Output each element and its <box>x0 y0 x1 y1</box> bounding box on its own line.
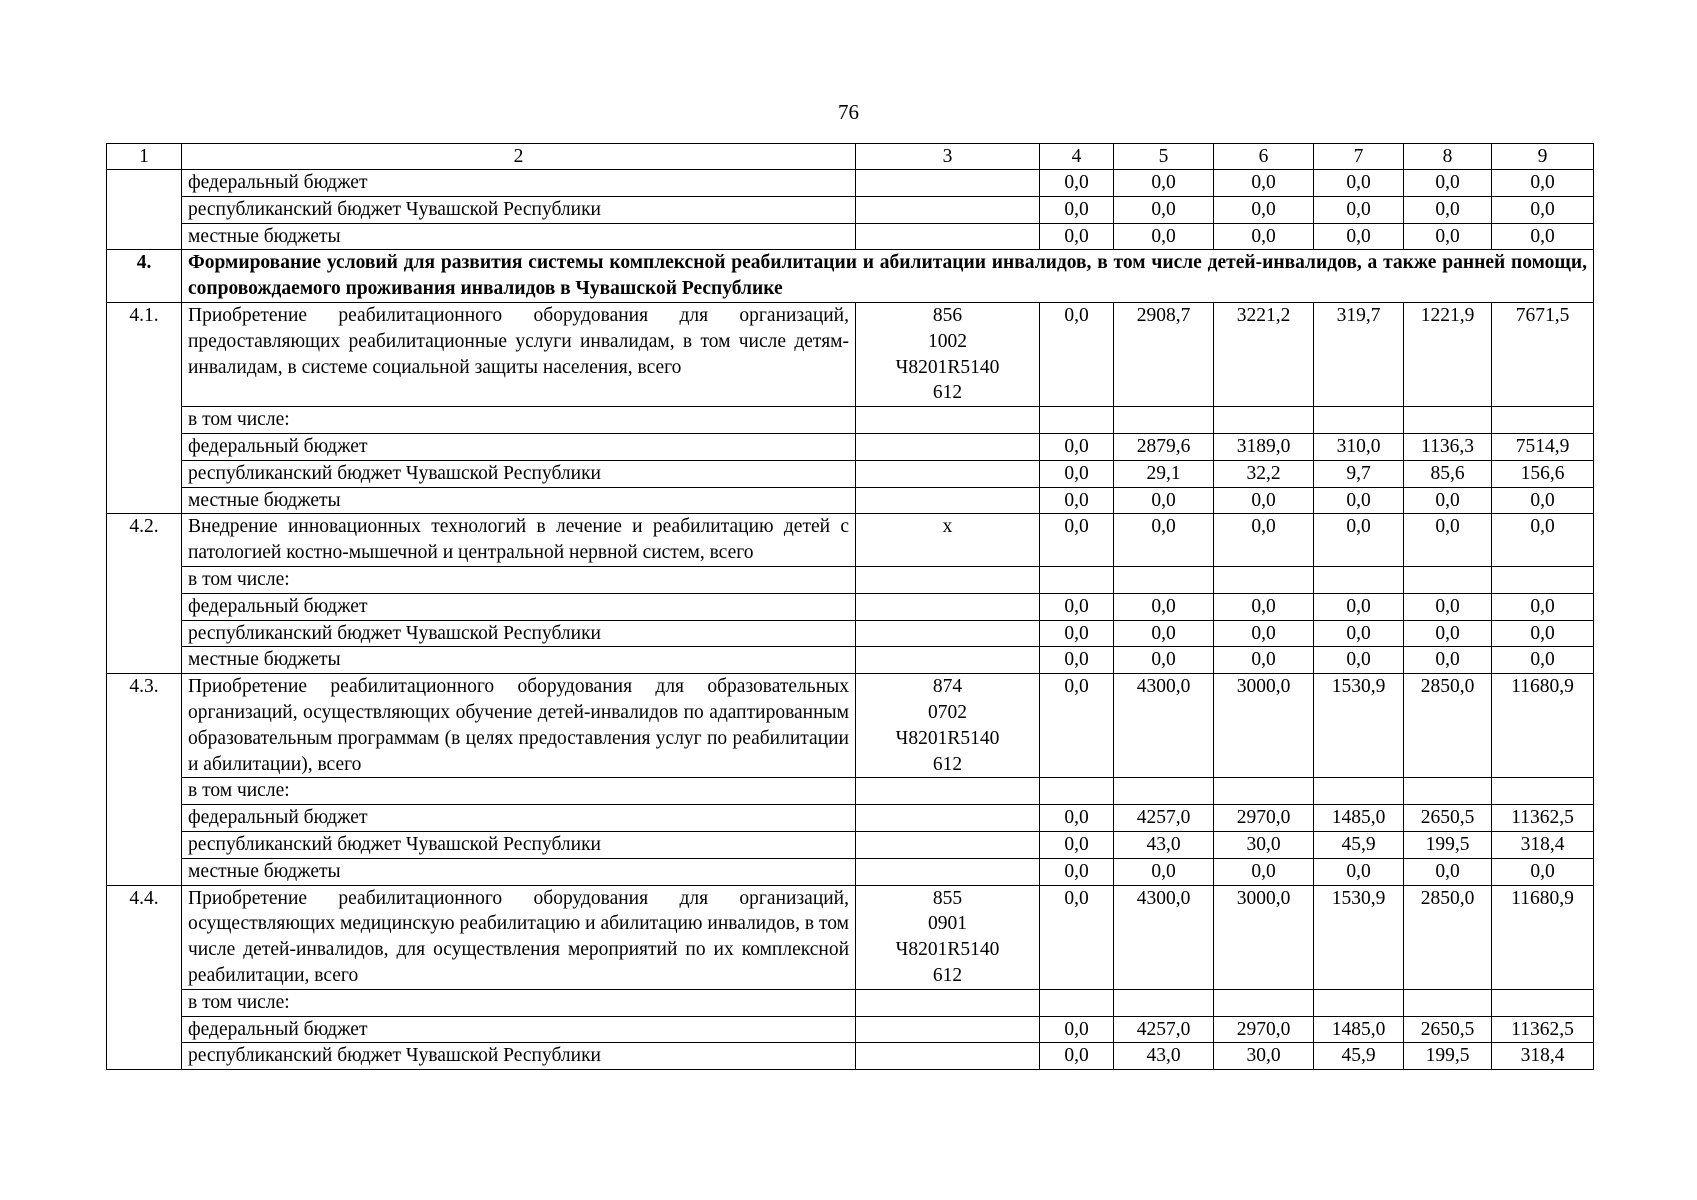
code-cell <box>856 460 1040 487</box>
value-cell: 2850,0 <box>1404 674 1492 778</box>
table-row <box>107 647 1594 674</box>
header-cell: 2 <box>182 144 856 170</box>
value-cell: 0,0 <box>1040 805 1114 832</box>
value-cell <box>1040 566 1114 593</box>
value-cell: 0,0 <box>1314 223 1404 250</box>
value-cell: 0,0 <box>1214 647 1314 674</box>
value-cell: 3000,0 <box>1214 885 1314 989</box>
number-cell <box>107 805 182 832</box>
value-cell: 11362,5 <box>1492 805 1594 832</box>
value-cell: 0,0 <box>1040 831 1114 858</box>
number-cell <box>107 989 182 1016</box>
code-cell <box>856 1043 1040 1070</box>
value-cell: 199,5 <box>1404 1043 1492 1070</box>
value-cell <box>1040 778 1114 805</box>
number-cell <box>107 593 182 620</box>
value-cell <box>1114 778 1214 805</box>
value-cell: 199,5 <box>1404 831 1492 858</box>
value-cell: 32,2 <box>1214 460 1314 487</box>
value-cell: 0,0 <box>1040 885 1114 989</box>
item-title: Внедрение инновационных технологий в лечение и реабилитацию детей с патологией костно-мышечной и центральной нервной систем, всего <box>182 514 856 567</box>
value-cell: 0,0 <box>1214 170 1314 197</box>
value-cell <box>1214 407 1314 434</box>
value-cell: 4257,0 <box>1114 1016 1214 1043</box>
value-cell <box>1314 989 1404 1016</box>
item-number: 4.1. <box>107 302 182 406</box>
value-cell: 318,4 <box>1492 831 1594 858</box>
value-cell: 0,0 <box>1040 487 1114 514</box>
item-title: Приобретение реабилитационного оборудования для организаций, предоставляющих реабилитационные услуги инвалидам, в том числе детям-инвалидам, в системе социальной защиты населения, всего <box>182 302 856 406</box>
row-label: федеральный бюджет <box>182 170 856 197</box>
row-label: местные бюджеты <box>182 223 856 250</box>
code-cell <box>856 858 1040 885</box>
value-cell: 0,0 <box>1314 858 1404 885</box>
table-row <box>107 196 1594 223</box>
value-cell: 0,0 <box>1040 593 1114 620</box>
value-cell: 0,0 <box>1040 460 1114 487</box>
value-cell: 0,0 <box>1404 514 1492 567</box>
value-cell: 0,0 <box>1214 858 1314 885</box>
table-row <box>107 433 1594 460</box>
number-cell <box>107 647 182 674</box>
table-row <box>107 805 1594 832</box>
value-cell: 0,0 <box>1114 858 1214 885</box>
code-cell <box>856 647 1040 674</box>
value-cell: 11680,9 <box>1492 885 1594 989</box>
value-cell: 0,0 <box>1492 858 1594 885</box>
table-row <box>107 1043 1594 1070</box>
value-cell <box>1404 778 1492 805</box>
value-cell: 0,0 <box>1040 620 1114 647</box>
value-cell: 156,6 <box>1492 460 1594 487</box>
number-cell <box>107 1043 182 1070</box>
code-cell <box>856 805 1040 832</box>
item-title: Приобретение реабилитационного оборудования для организаций, осуществляющих медицинскую реабилитацию и абилитацию инвалидов, в том числе детей-инвалидов, для осуществления мероприятий по их комплексной реабилитации, всего <box>182 885 856 989</box>
value-cell: 11362,5 <box>1492 1016 1594 1043</box>
table-row <box>107 223 1594 250</box>
section-number: 4. <box>107 250 182 303</box>
value-cell: 0,0 <box>1114 514 1214 567</box>
budget-code-line: 612 <box>932 382 963 404</box>
number-cell <box>107 433 182 460</box>
value-cell: 3000,0 <box>1214 674 1314 778</box>
value-cell: 0,0 <box>1404 647 1492 674</box>
number-cell <box>107 487 182 514</box>
value-cell: 0,0 <box>1492 170 1594 197</box>
item-title: Приобретение реабилитационного оборудования для образовательных организаций, осуществляющих обучение детей-инвалидов по адаптированным образовательным программам (в целях предоставления услуг по реабилитации и абилитации), всего <box>182 674 856 778</box>
including-label: в том числе: <box>182 778 856 805</box>
value-cell <box>1214 989 1314 1016</box>
value-cell: 11680,9 <box>1492 674 1594 778</box>
value-cell: 2970,0 <box>1214 1016 1314 1043</box>
header-cell: 7 <box>1314 144 1404 170</box>
value-cell: 0,0 <box>1040 223 1114 250</box>
budget-code-line: х <box>942 516 953 538</box>
code-cell <box>856 593 1040 620</box>
value-cell: 0,0 <box>1404 196 1492 223</box>
value-cell: 318,4 <box>1492 1043 1594 1070</box>
table-row <box>107 831 1594 858</box>
value-cell: 85,6 <box>1404 460 1492 487</box>
value-cell: 0,0 <box>1404 170 1492 197</box>
item-row <box>107 885 1594 989</box>
number-cell <box>107 566 182 593</box>
value-cell: 0,0 <box>1214 487 1314 514</box>
value-cell: 0,0 <box>1492 620 1594 647</box>
budget-code-line: 0702 <box>928 701 967 723</box>
header-cell: 9 <box>1492 144 1594 170</box>
value-cell <box>1040 989 1114 1016</box>
header-cell: 1 <box>107 144 182 170</box>
row-label: федеральный бюджет <box>182 433 856 460</box>
including-row <box>107 989 1594 1016</box>
budget-code-line: Ч8201R5140 <box>895 727 1000 749</box>
value-cell <box>1404 407 1492 434</box>
value-cell: 0,0 <box>1214 620 1314 647</box>
row-label: федеральный бюджет <box>182 1016 856 1043</box>
code-cell <box>856 223 1040 250</box>
budget-code-line: 0901 <box>928 913 967 935</box>
value-cell: 45,9 <box>1314 1043 1404 1070</box>
budget-code-line: 856 <box>932 304 963 326</box>
value-cell <box>1114 989 1214 1016</box>
row-label: местные бюджеты <box>182 858 856 885</box>
value-cell: 43,0 <box>1114 831 1214 858</box>
value-cell: 0,0 <box>1040 514 1114 567</box>
value-cell: 0,0 <box>1492 223 1594 250</box>
value-cell: 43,0 <box>1114 1043 1214 1070</box>
budget-code <box>856 674 1040 778</box>
value-cell: 0,0 <box>1114 487 1214 514</box>
value-cell: 1485,0 <box>1314 805 1404 832</box>
code-cell <box>856 566 1040 593</box>
value-cell: 0,0 <box>1214 223 1314 250</box>
value-cell: 0,0 <box>1492 514 1594 567</box>
value-cell: 0,0 <box>1040 1043 1114 1070</box>
value-cell: 0,0 <box>1314 514 1404 567</box>
row-label: местные бюджеты <box>182 647 856 674</box>
code-cell <box>856 433 1040 460</box>
value-cell: 0,0 <box>1404 858 1492 885</box>
number-cell <box>107 858 182 885</box>
item-row <box>107 674 1594 778</box>
table-row <box>107 1016 1594 1043</box>
value-cell: 2650,5 <box>1404 805 1492 832</box>
header-cell: 3 <box>856 144 1040 170</box>
row-label: республиканский бюджет Чувашской Республики <box>182 1043 856 1070</box>
value-cell: 1530,9 <box>1314 885 1404 989</box>
including-label: в том числе: <box>182 989 856 1016</box>
value-cell: 310,0 <box>1314 433 1404 460</box>
value-cell: 30,0 <box>1214 831 1314 858</box>
code-cell <box>856 831 1040 858</box>
value-cell: 0,0 <box>1492 647 1594 674</box>
value-cell: 0,0 <box>1040 302 1114 406</box>
including-label: в том числе: <box>182 407 856 434</box>
code-cell <box>856 620 1040 647</box>
value-cell: 0,0 <box>1040 858 1114 885</box>
value-cell: 0,0 <box>1040 433 1114 460</box>
value-cell: 4257,0 <box>1114 805 1214 832</box>
value-cell: 0,0 <box>1114 593 1214 620</box>
value-cell <box>1492 407 1594 434</box>
budget-code <box>856 514 1040 567</box>
value-cell: 0,0 <box>1114 620 1214 647</box>
number-cell <box>107 1016 182 1043</box>
value-cell <box>1404 566 1492 593</box>
table-row <box>107 593 1594 620</box>
value-cell: 0,0 <box>1114 170 1214 197</box>
value-cell <box>1314 407 1404 434</box>
value-cell: 0,0 <box>1404 620 1492 647</box>
value-cell: 45,9 <box>1314 831 1404 858</box>
budget-code-line: Ч8201R5140 <box>895 356 1000 378</box>
row-label: федеральный бюджет <box>182 593 856 620</box>
value-cell: 2970,0 <box>1214 805 1314 832</box>
value-cell: 4300,0 <box>1114 674 1214 778</box>
code-cell <box>856 487 1040 514</box>
value-cell: 1221,9 <box>1404 302 1492 406</box>
value-cell: 0,0 <box>1314 593 1404 620</box>
section-title: Формирование условий для развития системы комплексной реабилитации и абилитации инвалидов, в том числе детей-инвалидов, а также ранней помощи, сопровождаемого проживания инвалидов в Чувашской Республике <box>182 250 1594 303</box>
number-cell <box>107 170 182 197</box>
number-cell <box>107 831 182 858</box>
value-cell: 2908,7 <box>1114 302 1214 406</box>
row-label: местные бюджеты <box>182 487 856 514</box>
value-cell: 1485,0 <box>1314 1016 1404 1043</box>
table-row <box>107 460 1594 487</box>
value-cell <box>1492 778 1594 805</box>
row-label: республиканский бюджет Чувашской Республики <box>182 196 856 223</box>
code-cell <box>856 170 1040 197</box>
value-cell: 9,7 <box>1314 460 1404 487</box>
value-cell <box>1214 566 1314 593</box>
table-row <box>107 620 1594 647</box>
value-cell: 0,0 <box>1040 170 1114 197</box>
value-cell <box>1492 989 1594 1016</box>
value-cell: 0,0 <box>1040 647 1114 674</box>
row-label: республиканский бюджет Чувашской Республики <box>182 831 856 858</box>
value-cell <box>1314 778 1404 805</box>
item-row <box>107 302 1594 406</box>
number-cell <box>107 778 182 805</box>
value-cell: 0,0 <box>1492 487 1594 514</box>
row-label: федеральный бюджет <box>182 805 856 832</box>
number-cell <box>107 460 182 487</box>
budget-code-line: 855 <box>932 887 963 909</box>
value-cell <box>1114 407 1214 434</box>
value-cell: 29,1 <box>1114 460 1214 487</box>
value-cell: 2879,6 <box>1114 433 1214 460</box>
row-label: республиканский бюджет Чувашской Республики <box>182 460 856 487</box>
value-cell: 0,0 <box>1314 487 1404 514</box>
header-cell: 5 <box>1114 144 1214 170</box>
including-row <box>107 778 1594 805</box>
budget-code-line: 1002 <box>928 330 967 352</box>
value-cell: 0,0 <box>1404 593 1492 620</box>
value-cell: 7671,5 <box>1492 302 1594 406</box>
code-cell <box>856 778 1040 805</box>
row-label: республиканский бюджет Чувашской Республики <box>182 620 856 647</box>
value-cell: 3221,2 <box>1214 302 1314 406</box>
value-cell <box>1214 778 1314 805</box>
value-cell: 0,0 <box>1314 196 1404 223</box>
budget-code-line: 874 <box>932 676 963 698</box>
value-cell: 0,0 <box>1040 674 1114 778</box>
value-cell: 30,0 <box>1214 1043 1314 1070</box>
value-cell: 4300,0 <box>1114 885 1214 989</box>
value-cell: 2650,5 <box>1404 1016 1492 1043</box>
table-row <box>107 487 1594 514</box>
budget-code-line: Ч8201R5140 <box>895 939 1000 961</box>
value-cell: 2850,0 <box>1404 885 1492 989</box>
header-row <box>107 144 1594 170</box>
value-cell <box>1114 566 1214 593</box>
number-cell <box>107 620 182 647</box>
value-cell <box>1404 989 1492 1016</box>
value-cell: 1136,3 <box>1404 433 1492 460</box>
value-cell: 0,0 <box>1040 1016 1114 1043</box>
value-cell: 0,0 <box>1114 647 1214 674</box>
number-cell <box>107 223 182 250</box>
header-cell: 4 <box>1040 144 1114 170</box>
value-cell: 1530,9 <box>1314 674 1404 778</box>
number-cell <box>107 407 182 434</box>
budget-code <box>856 302 1040 406</box>
item-number: 4.2. <box>107 514 182 567</box>
header-cell: 6 <box>1214 144 1314 170</box>
value-cell: 0,0 <box>1404 223 1492 250</box>
value-cell: 7514,9 <box>1492 433 1594 460</box>
code-cell <box>856 1016 1040 1043</box>
item-number: 4.3. <box>107 674 182 778</box>
value-cell: 0,0 <box>1040 196 1114 223</box>
value-cell: 0,0 <box>1492 593 1594 620</box>
table-row <box>107 858 1594 885</box>
value-cell: 0,0 <box>1114 196 1214 223</box>
page-number: 76 <box>838 100 859 124</box>
value-cell: 0,0 <box>1214 593 1314 620</box>
value-cell <box>1492 566 1594 593</box>
budget-code <box>856 885 1040 989</box>
value-cell: 3189,0 <box>1214 433 1314 460</box>
code-cell <box>856 989 1040 1016</box>
value-cell: 0,0 <box>1404 487 1492 514</box>
value-cell: 319,7 <box>1314 302 1404 406</box>
value-cell: 0,0 <box>1214 196 1314 223</box>
value-cell: 0,0 <box>1214 514 1314 567</box>
value-cell <box>1314 566 1404 593</box>
value-cell: 0,0 <box>1314 170 1404 197</box>
section-row <box>107 250 1594 303</box>
budget-code-line: 612 <box>932 753 963 775</box>
item-row <box>107 514 1594 567</box>
value-cell: 0,0 <box>1114 223 1214 250</box>
number-cell <box>107 196 182 223</box>
value-cell: 0,0 <box>1492 196 1594 223</box>
budget-table <box>106 143 1594 1070</box>
code-cell <box>856 407 1040 434</box>
value-cell: 0,0 <box>1314 620 1404 647</box>
including-row <box>107 566 1594 593</box>
item-number: 4.4. <box>107 885 182 989</box>
including-label: в том числе: <box>182 566 856 593</box>
table-row <box>107 170 1594 197</box>
header-cell: 8 <box>1404 144 1492 170</box>
budget-code-line: 612 <box>932 964 963 986</box>
including-row <box>107 407 1594 434</box>
value-cell: 0,0 <box>1314 647 1404 674</box>
value-cell <box>1040 407 1114 434</box>
code-cell <box>856 196 1040 223</box>
